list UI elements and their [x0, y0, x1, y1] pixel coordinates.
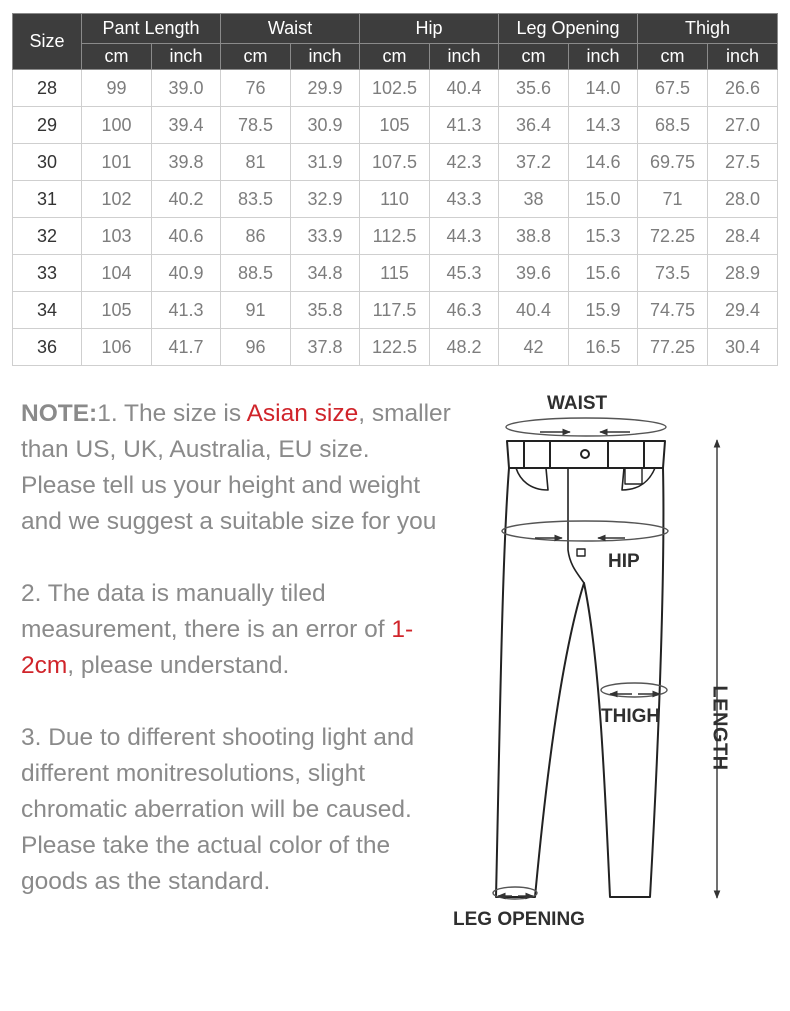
measurement-cell: 29.9: [291, 70, 360, 107]
measurement-cell: 102: [82, 181, 152, 218]
measurement-cell: 30.9: [291, 107, 360, 144]
measurement-cell: 15.9: [569, 292, 638, 329]
unit-cm-header: cm: [638, 44, 708, 70]
measurement-cell: 102.5: [360, 70, 430, 107]
asian-size-highlight: Asian size: [246, 400, 359, 427]
measurement-cell: 46.3: [430, 292, 499, 329]
measurement-cell: 68.5: [638, 107, 708, 144]
measurement-cell: 117.5: [360, 292, 430, 329]
measurement-cell: 40.4: [430, 70, 499, 107]
measurement-cell: 78.5: [221, 107, 291, 144]
thigh-label: THIGH: [601, 706, 661, 727]
measurement-cell: 72.25: [638, 218, 708, 255]
size-cell: 36: [13, 329, 82, 366]
measurement-cell: 39.8: [152, 144, 221, 181]
waist-header: Waist: [221, 14, 360, 44]
hip-header: Hip: [360, 14, 499, 44]
measurement-cell: 38: [499, 181, 569, 218]
measurement-cell: 34.8: [291, 255, 360, 292]
measurement-cell: 48.2: [430, 329, 499, 366]
unit-inch-header: inch: [569, 44, 638, 70]
size-cell: 30: [13, 144, 82, 181]
size-cell: 32: [13, 218, 82, 255]
measurement-cell: 41.7: [152, 329, 221, 366]
measurement-cell: 35.8: [291, 292, 360, 329]
measurement-cell: 29.4: [708, 292, 778, 329]
note-3: 3. Due to different shooting light and different monitresolutions, slight chromatic aberration will be caused. Please take the actual color of the goods as the standard.: [21, 724, 415, 895]
measurement-cell: 28.4: [708, 218, 778, 255]
measurement-cell: 15.3: [569, 218, 638, 255]
measurement-cell: 42.3: [430, 144, 499, 181]
size-column-header: Size: [13, 14, 82, 70]
unit-cm-header: cm: [221, 44, 291, 70]
unit-inch-header: inch: [708, 44, 778, 70]
measurement-cell: 122.5: [360, 329, 430, 366]
unit-inch-header: inch: [152, 44, 221, 70]
measurement-cell: 69.75: [638, 144, 708, 181]
measurement-cell: 103: [82, 218, 152, 255]
measurement-cell: 74.75: [638, 292, 708, 329]
measurement-cell: 86: [221, 218, 291, 255]
measurement-cell: 41.3: [152, 292, 221, 329]
measurement-cell: 40.6: [152, 218, 221, 255]
measurement-cell: 28.9: [708, 255, 778, 292]
measurement-cell: 76: [221, 70, 291, 107]
measurement-cell: 31.9: [291, 144, 360, 181]
size-cell: 33: [13, 255, 82, 292]
measurement-cell: 104: [82, 255, 152, 292]
note-2-text-b: , please understand.: [67, 652, 290, 679]
measurement-cell: 101: [82, 144, 152, 181]
note-1-text-a: 1. The size is: [97, 400, 247, 427]
measurement-cell: 107.5: [360, 144, 430, 181]
thigh-header: Thigh: [638, 14, 778, 44]
measurement-cell: 39.6: [499, 255, 569, 292]
size-cell: 34: [13, 292, 82, 329]
waist-label: WAIST: [547, 393, 608, 414]
measurement-cell: 33.9: [291, 218, 360, 255]
pant-length-header: Pant Length: [82, 14, 221, 44]
measurement-cell: 37.8: [291, 329, 360, 366]
unit-cm-header: cm: [360, 44, 430, 70]
measurement-cell: 99: [82, 70, 152, 107]
measurement-cell: 39.4: [152, 107, 221, 144]
error-range-highlight: 1-2cm: [21, 616, 414, 679]
measurement-cell: 40.9: [152, 255, 221, 292]
size-cell: 28: [13, 70, 82, 107]
measurement-cell: 45.3: [430, 255, 499, 292]
measurement-cell: 35.6: [499, 70, 569, 107]
unit-inch-header: inch: [430, 44, 499, 70]
measurement-cell: 27.5: [708, 144, 778, 181]
size-cell: 29: [13, 107, 82, 144]
measurement-cell: 14.3: [569, 107, 638, 144]
note-label: NOTE:: [21, 400, 98, 427]
measurement-cell: 28.0: [708, 181, 778, 218]
measurement-cell: 43.3: [430, 181, 499, 218]
measurement-cell: 39.0: [152, 70, 221, 107]
measurement-cell: 106: [82, 329, 152, 366]
measurement-cell: 44.3: [430, 218, 499, 255]
measurement-cell: 77.25: [638, 329, 708, 366]
measurement-cell: 15.6: [569, 255, 638, 292]
measurement-cell: 88.5: [221, 255, 291, 292]
note-1-text-b: , smaller than US, UK, Australia, EU size. Please tell us your height and weight and we suggest a suitable size for you: [21, 400, 451, 535]
length-label: LENGTH: [708, 685, 731, 771]
unit-cm-header: cm: [82, 44, 152, 70]
measurement-cell: 41.3: [430, 107, 499, 144]
measurement-cell: 105: [360, 107, 430, 144]
measurement-cell: 30.4: [708, 329, 778, 366]
measurement-cell: 37.2: [499, 144, 569, 181]
hip-label: HIP: [608, 551, 640, 572]
measurement-cell: 38.8: [499, 218, 569, 255]
measurement-cell: 105: [82, 292, 152, 329]
measurement-cell: 27.0: [708, 107, 778, 144]
leg-opening-label: LEG OPENING: [453, 909, 585, 930]
size-cell: 31: [13, 181, 82, 218]
measurement-cell: 15.0: [569, 181, 638, 218]
measurement-cell: 36.4: [499, 107, 569, 144]
leg-opening-header: Leg Opening: [499, 14, 638, 44]
unit-cm-header: cm: [499, 44, 569, 70]
measurement-cell: 32.9: [291, 181, 360, 218]
measurement-cell: 40.2: [152, 181, 221, 218]
measurement-cell: 115: [360, 255, 430, 292]
measurement-cell: 40.4: [499, 292, 569, 329]
measurement-cell: 91: [221, 292, 291, 329]
measurement-cell: 100: [82, 107, 152, 144]
measurement-cell: 73.5: [638, 255, 708, 292]
measurement-cell: 67.5: [638, 70, 708, 107]
measurement-cell: 26.6: [708, 70, 778, 107]
measurement-cell: 112.5: [360, 218, 430, 255]
measurement-cell: 14.6: [569, 144, 638, 181]
note-2-text-a: 2. The data is manually tiled measurement, there is an error of: [21, 580, 392, 643]
measurement-cell: 71: [638, 181, 708, 218]
measurement-cell: 42: [499, 329, 569, 366]
measurement-cell: 110: [360, 181, 430, 218]
measurement-cell: 81: [221, 144, 291, 181]
measurement-cell: 83.5: [221, 181, 291, 218]
measurement-cell: 16.5: [569, 329, 638, 366]
measurement-cell: 96: [221, 329, 291, 366]
unit-inch-header: inch: [291, 44, 360, 70]
measurement-cell: 14.0: [569, 70, 638, 107]
